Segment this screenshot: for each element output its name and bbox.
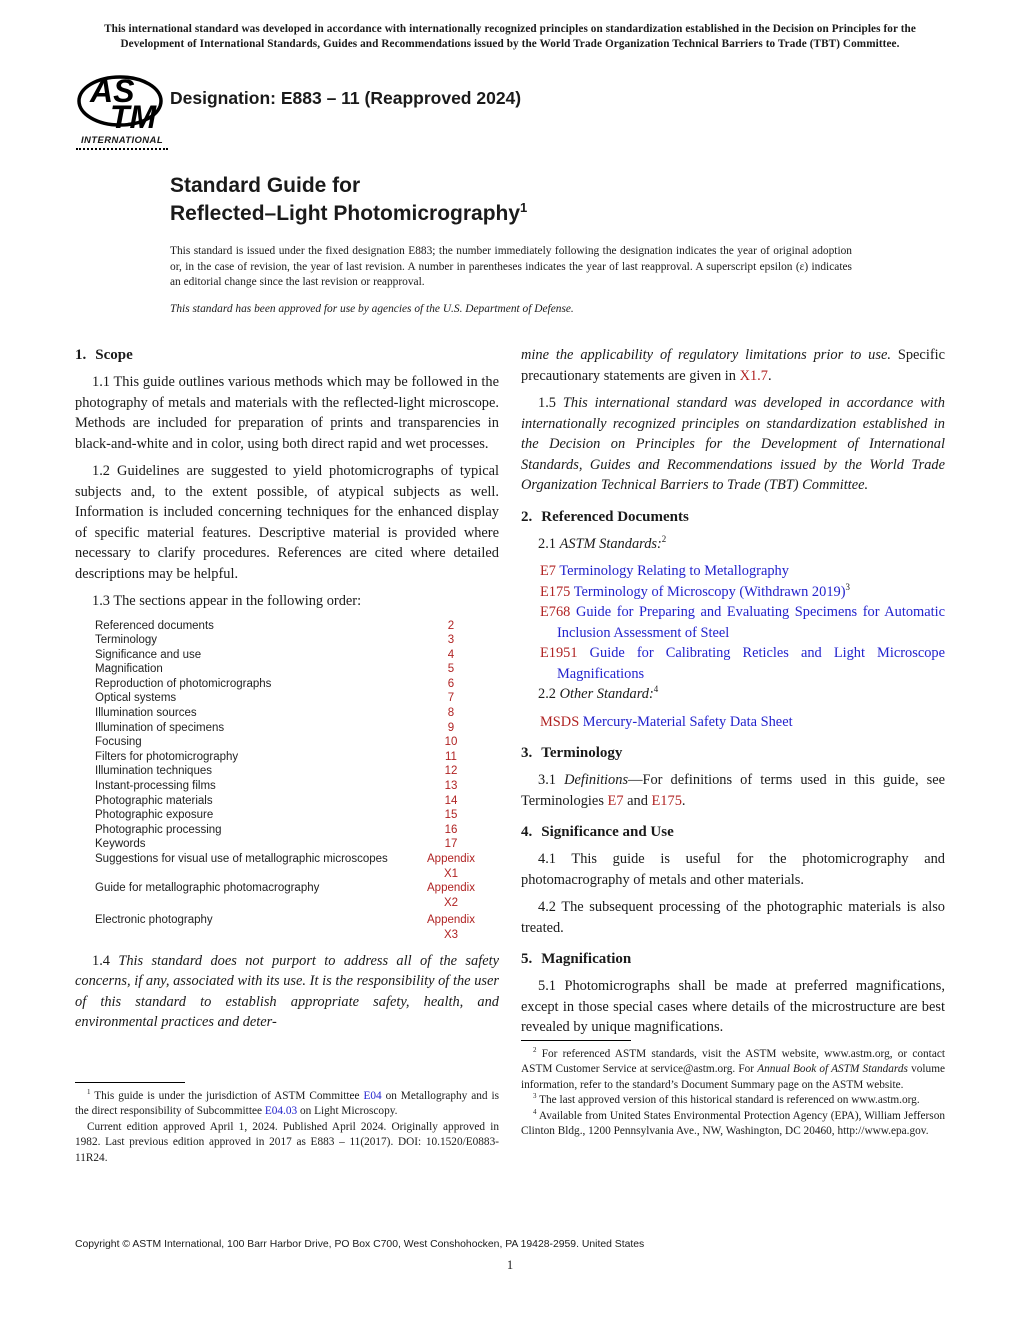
toc-row: Illumination of specimens 9 [95,721,483,736]
toc-ref: 9 [447,721,455,734]
footnote-rule [75,1082,185,1083]
title-line2: Reflected–Light Photomicrography$^1$ [170,200,528,225]
wto-disclaimer: This international standard was developed in accordance with internationally recognized principles on standardization established in the Decision on Principles for the Development of International Standards, Guides and Recommendations issued by the World Trade Organization Technical Barriers to Trade (TBT) Committee. [104,23,916,50]
paragraph-3-1: 3.1 Definitions—For definitions of terms used in this guide, see Terminologies E7 and E175. [521,772,946,809]
link-e7[interactable]: E7 [540,563,556,579]
paragraph-4-1: 4.1 This guide is useful for the photomicrography and photomacrography of metals and other materials. [521,851,945,888]
footnote-marker-4: 4 [653,684,659,695]
footnote-1-edition: Current edition approved April 1, 2024. Published April 2024. Originally approved in 1982. Last previous edition approved in 2017 as E883 – 11(2017). DOI: 10.1520/E0883-11R24. [75,1120,499,1164]
footnote-3: $^3$ The last approved version of this historical standard is referenced on www.astm.org. [533,1092,920,1107]
toc-ref: Appendix X1 [427,853,475,880]
reference-e1951: E1951 Guide for Calibrating Reticles and Light Microscope Magnifications [540,645,945,682]
link-x1-7[interactable]: X1.7 [739,367,768,384]
toc-ref: 15 [444,809,458,822]
paragraph-1-4: 1.4 This standard does not purport to address all of the safety concerns, if any, associated with its use. It is the responsibility of the user of this standard to establish appropriate safety, health, and environmental practices and deter- [75,952,499,1031]
toc-ref: 6 [447,677,455,690]
toc-row-appendix: Suggestions for visual use of metallographic microscopes Appendix X1 [95,852,483,881]
toc-row: Keywords 17 [95,837,483,852]
link-e7-terminology[interactable]: E7 [607,792,624,809]
toc-ref: 17 [444,838,458,851]
reference-e7: E7 Terminology Relating to Metallography [540,563,789,579]
toc-ref: Appendix X3 [427,914,475,941]
dod-note: This standard has been approved for use by agencies of the U.S. Department of Defense. [170,303,574,315]
title-line1: Standard Guide for [170,174,361,197]
toc-ref: 12 [444,765,458,778]
paragraph-2-1: 2.1 ASTM Standards:$^2$ [538,533,667,552]
toc-row: Photographic exposure 15 [95,808,483,823]
toc-row: Significance and use 4 [95,648,483,663]
toc-row: Terminology 3 [95,633,483,648]
toc-row-appendix: Electronic photography Appendix X3 [95,913,483,942]
issue-note: This standard is issued under the fixed designation E883; the number immediately following the designation indicates the year of original adoption or, in the case of revision, the year of last revision. A number in parentheses indicates the year of last reapproval. A superscript epsilon (ε) indicates an editorial change since the last revision or reapproval. [170,245,852,289]
svg-text:TM: TM [110,99,157,134]
section-heading-terminology: 3. Terminology [521,745,623,761]
svg-text:AS: AS [90,73,135,109]
toc-row: Referenced documents 2 [95,619,483,634]
link-e1951[interactable]: E1951 [540,645,578,661]
page-number: 1 [506,1258,514,1272]
section-heading-significance: 4. Significance and Use [521,824,674,840]
toc-ref: 10 [444,736,458,749]
paragraph-1-5: 1.5 This international standard was developed in accordance with internationally recognized principles on standardization established in the Decision on Principles for the Development of International Standards, Guides and Recommendations issued by the World Trade Organization Technical Barriers to Trade (TBT) Committee. [521,395,945,493]
toc-row: Illumination techniques 12 [95,764,483,779]
paragraph-1-3: 1.3 The sections appear in the following order: [92,593,362,609]
reference-msds: MSDS Mercury-Material Safety Data Sheet [540,713,793,730]
astm-globe-icon [76,68,164,134]
sections-toc [95,619,483,943]
paragraph-4-2: 4.2 The subsequent processing of the photographic materials is also treated. [521,899,945,936]
astm-logo-icon [76,68,164,134]
toc-row: Focusing 10 [95,735,483,750]
paragraph-1-1: 1.1 This guide outlines various methods which may be followed in the photography of metals and materials with the reflected-light microscope. Methods are included for preparation of prints and transparencies in black-and-white and in color, using both direct rapid and wet processes. [75,374,499,452]
toc-row: Photographic materials 14 [95,794,483,809]
toc-row: Instant-processing films 13 [95,779,483,794]
toc-ref: 16 [444,823,458,836]
toc-row: Reproduction of photomicrographs 6 [95,677,483,692]
footnote-marker-2: 2 [661,533,667,544]
standard-title [170,172,527,228]
footnote-4: $^4$ Available from United States Environmental Protection Agency (EPA), William Jefferson Clinton Bldg., 1200 Pennsylvania Ave., NW, Washington, DC 20460, http://www.epa.gov. [521,1107,945,1138]
footnote-marker-3: 3 [845,581,850,592]
paragraph-1-2: 1.2 Guidelines are suggested to yield photomicrographs of typical subjects and, to the extent possible, of atypical subjects as well. Information is included concerning techniques for the enhanced display of specific material features. Descriptive material is provided where necessary to clarify procedures. References are cited where detailed descriptions may be helpful. [75,463,499,582]
link-e768[interactable]: E768 [540,604,571,620]
toc-ref: Appendix X2 [427,882,475,909]
toc-row: Photographic processing 16 [95,823,483,838]
reference-e768: E768 Guide for Preparing and Evaluating Specimens for Automatic Inclusion Assessment of Steel [540,604,945,641]
link-e175[interactable]: E175 [540,583,571,600]
toc-ref: 8 [447,707,455,720]
toc-ref: 13 [444,780,458,793]
toc-row: Filters for photomicrography 11 [95,750,483,765]
title-footnote-marker: 1 [520,200,528,215]
footnote-1: $^1$ This guide is under the jurisdiction of ASTM Committee E04 on Metallography and is the direct responsibility of Subcommittee E04.03 on Light Microscopy. [75,1088,499,1118]
link-msds[interactable]: MSDS [540,713,580,730]
toc-row-appendix: Guide for metallographic photomacrography Appendix X2 [95,881,483,910]
right-column [521,345,945,1045]
link-e04-03[interactable]: E04.03 [264,1105,298,1118]
paragraph-2-2: 2.2 Other Standard:$^4$ [538,684,659,702]
link-e175-terminology[interactable]: E175 [651,792,682,809]
astm-logo-subtitle: INTERNATIONAL [76,135,168,150]
section-heading-magnification: 5. Magnification [521,951,632,967]
link-e04[interactable]: E04 [363,1090,382,1102]
toc-ref: 5 [447,663,455,676]
toc-ref: 14 [444,794,458,807]
toc-row: Optical systems 7 [95,691,483,706]
toc-ref: 7 [447,692,455,705]
astm-logo [76,68,168,150]
footnote-2: $^2$ For referenced ASTM standards, visit the ASTM website, www.astm.org, or contact ASTM Customer Service at service@astm.org. For Annual Book of ASTM Standards volume information, refer to the standard’s Document Summary page on the ASTM website. [521,1046,945,1091]
footnote-rule [521,1040,631,1041]
section-heading-scope: 1. Scope [75,347,133,363]
paragraph-1-4-continued: mine the applicability of regulatory limitations prior to use. Specific precautionary statements are given in X1.7. [521,347,945,384]
toc-ref: 2 [447,619,455,632]
toc-ref: 4 [447,648,455,661]
reference-e175: E175 Terminology of Microscopy (Withdrawn 2019)$^3$ [540,581,850,600]
toc-row: Illumination sources 8 [95,706,483,721]
designation: Designation: E883 – 11 (Reapproved 2024) [170,88,522,108]
toc-ref: 3 [447,634,455,647]
copyright-line: Copyright © ASTM International, 100 Barr Harbor Drive, PO Box C700, West Conshohocken, PA 19428-2959. United States [75,1239,645,1250]
toc-row: Magnification 5 [95,662,483,677]
left-column [75,345,499,1040]
footnote-block-right [521,1040,945,1139]
toc-ref: 11 [445,750,457,763]
paragraph-5-1: 5.1 Photomicrographs shall be made at preferred magnifications, except in those special cases where details of the microstructure are best revealed by unique magnifications. [521,978,945,1035]
footnote-block-left [75,1082,499,1166]
section-heading-referenced-documents: 2. Referenced Documents [521,508,689,525]
